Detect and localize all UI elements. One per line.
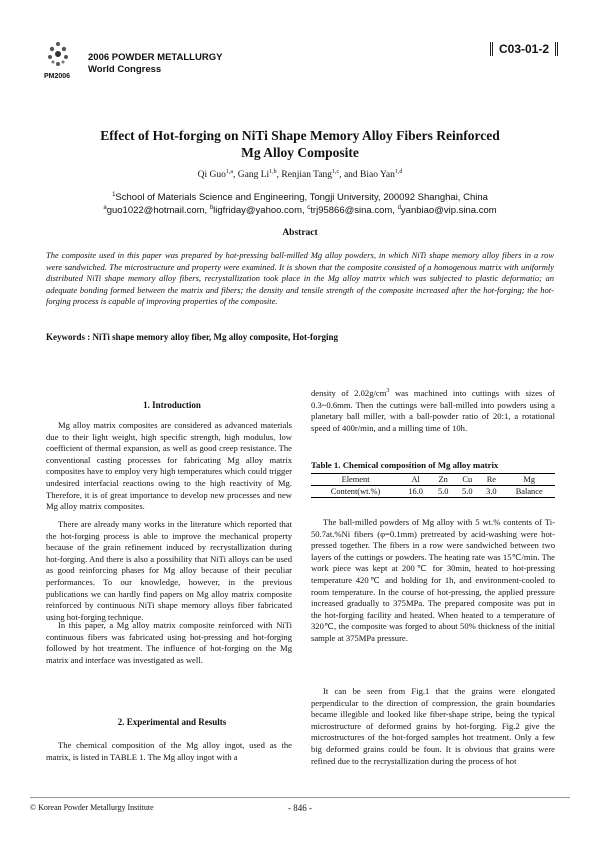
- table-cell: 5.0: [437, 487, 449, 496]
- table-header: Al: [411, 475, 420, 484]
- paragraph: In this paper, a Mg alloy matrix composite reinforced with NiTi continuous fibers was fabricated using hot-pressing and hot-forging followed by hot treatment. The influence of hot-forging on the Mg matrix and interface was investigated as well.: [46, 620, 292, 665]
- table-header: Zn: [438, 475, 448, 484]
- affiliation: $^1$School of Materials Science and Engineering, Tongji University, 200092 Shanghai, China: [112, 191, 488, 203]
- table-header: Element: [341, 475, 370, 484]
- paper-code: C03-01-2: [490, 42, 558, 56]
- footer-divider: [30, 797, 570, 798]
- email-list: $^a$guo1022@hotmail.com, $^b$ligfriday@yahoo.com, $^c$trj95866@sina.com, $^d$yanbiao@vip.sina.com: [103, 204, 497, 216]
- paragraph: The ball-milled powders of Mg alloy with 5 wt.% contents of Ti-50.7at.%Ni fibers (φ=0.1mm) pretreated by acid-washing were hot-pressed together. The fibers in a row were sandwiched between two layers of the cuttings or powders. The heating rate was 15℃/min. The work piece was kept at 200℃ for 30min, heated to hot-pressing temperature 420℃ and holding for 1h, and environment-cooled to room temperature. In the course of hot-pressing, the applied pressure increased gradually to 375MPa. The prepared composite was put in the hot-forging facility and heated. When heated to a temperature of 320℃, the composite was forged to about 50% thickness of the initial sample at 375MPa pressure.: [311, 517, 555, 643]
- paragraph: There are already many works in the literature which reported that the hot-forging process is able to improve the mechanical property because of the grain refinement induced by recrystallization during hot-forging. And there is also a possibility that NiTi alloys can be used as good reinforcing phases for Mg alloy because of their peculiar performances. To our knowledge, however, in the previous publications we can hardly find papers on Mg alloy matrix composite reinforced by continuous NiTi shape memory alloys fiber fabricated using hot-forging technique.: [46, 519, 292, 622]
- logo-text: PM2006: [44, 73, 71, 80]
- paper-title: [40, 127, 560, 161]
- keywords: Keywords : NiTi shape memory alloy fiber, Mg alloy composite, Hot-forging: [46, 332, 338, 342]
- copyright: © Korean Powder Metallurgy Institute: [30, 803, 154, 812]
- table-cell: 16.0: [408, 487, 423, 496]
- table-header-row: [311, 474, 555, 486]
- paragraph: The chemical composition of the Mg alloy ingot, used as the matrix, is listed in TABLE 1. The Mg alloy ingot with a: [46, 740, 292, 762]
- table-header: Re: [486, 475, 497, 484]
- table-header: Cu: [462, 475, 473, 484]
- table-header: Mg: [523, 475, 536, 484]
- paragraph: It can be seen from Fig.1 that the grains were elongated perpendicular to the direction of compression, the grain boundaries became illegible and looked like fiber-shape stripe, being the typical microstructure of deformed grains by hot-forging. Fig.2 give the microstructures of the hot-forged samples hot treatment. Only a few big deformed grains could be foun. It is obvious that grains were refined due to the recrystallization during the process of hot: [311, 686, 555, 766]
- section-heading-introduction: 1. Introduction: [143, 400, 201, 410]
- table-row: [311, 486, 555, 498]
- table-cell: 5.0: [462, 487, 473, 496]
- title-line-2: Mg Alloy Composite: [241, 145, 359, 160]
- table-cell: Balance: [515, 487, 543, 496]
- paragraph: Mg alloy matrix composites are considered as advanced materials due to their light weight, high specific strength, high modulus, low coefficient of thermal expansion, as well as good creep resistance. The conventional casting processes for fabricating Mg alloy matrix composites have to employ very high temperatures which could trigger undesired interfacial reactions owing to the high reactivity of Mg. Therefore, it is of great importance to develop new processes and new Mg alloy matrix composites.: [46, 420, 292, 512]
- section-heading-experimental: 2. Experimental and Results: [117, 717, 227, 727]
- composition-table: [311, 473, 555, 498]
- conference-name: 2006 POWDER METALLURGY: [88, 52, 223, 63]
- table-caption: Table 1. Chemical composition of Mg alloy matrix: [311, 460, 499, 470]
- abstract-text: The composite used in this paper was prepared by hot-pressing ball-milled Mg alloy powders, in which NiTi shape memory alloy fibers in a row were sandwiched. The microstructure and property were examined. It is shown that the composite consisted of a homogenous matrix with uniformly distributed NiTi shape memory alloy fibers, recrystallization took place in the Mg alloy matrix which was subjected to plastic deformatio; an adequate bonding formed between the matrix and fibers; the density and tensile strength of the composite increased after the hot-forging; the hot-forging process is capable of improving properties of the composite.: [46, 250, 554, 306]
- abstract-heading: Abstract: [282, 228, 318, 238]
- table-cell: Content(wt.%): [330, 487, 381, 496]
- author-list: Qi Guo$^{1,a}$, Gang Li$^{1,b}$, Renjian Tang$^{1,c}$, and Biao Yan$^{1,d}$: [197, 168, 403, 180]
- table-cell: 3.0: [486, 487, 497, 496]
- conference-subtitle: World Congress: [88, 64, 162, 75]
- paragraph: density of $2.02g/cm^3$ was machined into cuttings with sizes of 0.3~0.6mm. Then the cuttings were ball-milled into powders using a planetary ball miller, with a ball-powder ratio of 20:1, a rotational speed of 400r/min, and a milling time of 10h.: [311, 388, 555, 433]
- title-line-1: Effect of Hot-forging on NiTi Shape Memory Alloy Fibers Reinforced: [100, 128, 500, 143]
- page-number: - 846 -: [288, 803, 312, 813]
